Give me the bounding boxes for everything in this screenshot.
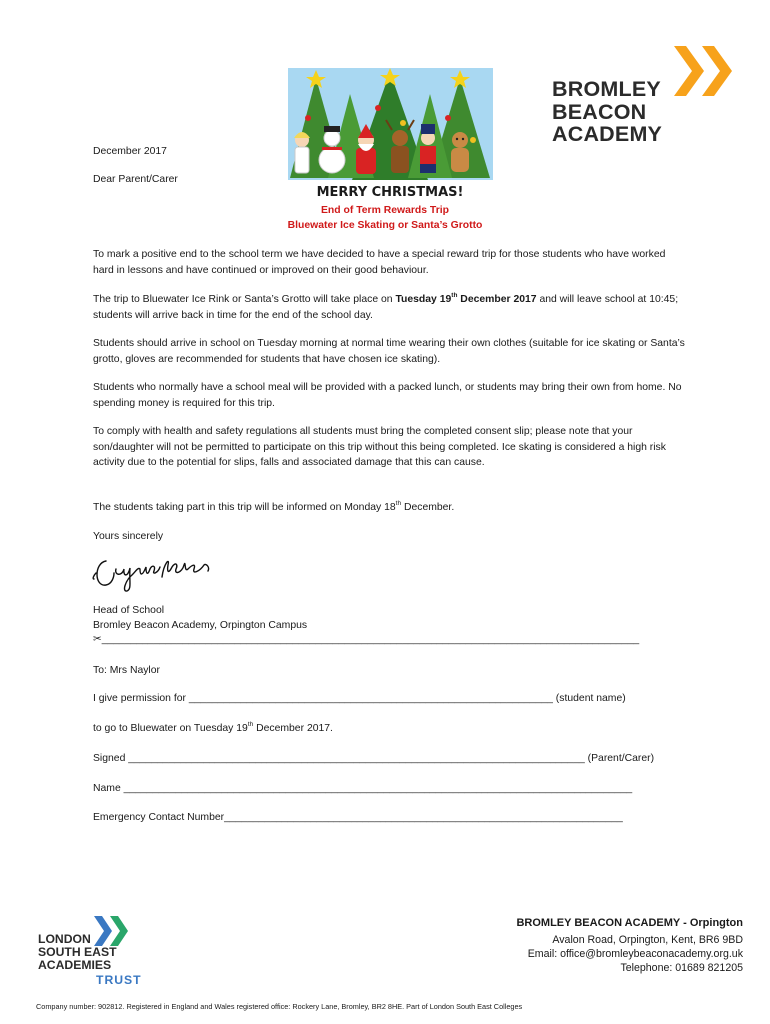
slip-name-field[interactable]: Name ________________________________________________________________________________________	[93, 783, 633, 794]
footer-school-name: BROMLEY BEACON ACADEMY - Orpington	[516, 917, 743, 929]
footer-phone: Telephone: 01689 821205	[620, 962, 743, 974]
signatory-role: Head of School	[93, 605, 165, 616]
brand-line-2: BEACON	[552, 99, 647, 124]
trust-logo-text	[38, 933, 117, 971]
paragraph-3: Students should arrive in school on Tuesday morning at normal time wearing their own clothes (suitable for ice skating or Santa’s grotto, gloves are recommended for students that have chosen ice skating).	[93, 338, 685, 365]
slip-emergency-contact-field[interactable]: Emergency Contact Number_____________________________________________________________________	[93, 812, 623, 823]
paragraph-6-text-a: The students taking part in this trip will be informed on Monday 18	[93, 502, 396, 513]
paragraph-2	[93, 292, 685, 323]
paragraph-5: To comply with health and safety regulations all students must bring the completed consent slip; please note that your son/daughter will not be permitted to participate on this trip without this being completed. Ice skating is considered a high risk activity due to the potential for slips, falls and associated damage that this can cause.	[93, 426, 666, 469]
paragraph-6	[93, 500, 685, 516]
trust-line-3: ACADEMIES	[38, 957, 112, 972]
paragraph-6-text-b: December.	[401, 502, 455, 513]
paragraph-4: Students who normally have a school meal will be provided with a packed lunch, or students may bring their own from home. No spending money is required for this trip.	[93, 382, 682, 409]
brand-line-3: ACADEMY	[552, 122, 663, 146]
company-registration-line: Company number: 902812. Registered in England and Wales registered office: Rockery Lane, Bromley, BR2 8HE. Part of London South East Colleges	[36, 1002, 523, 1011]
footer-address: Avalon Road, Orpington, Kent, BR6 9BD	[552, 934, 743, 946]
slip-trip-date	[93, 721, 685, 737]
paragraph-2-text-a: The trip to Bluewater Ice Rink or Santa’s Grotto will take place on	[93, 294, 396, 305]
paragraph-1: To mark a positive end to the school term we have decided to have a special reward trip for those students who have worked hard in lessons and have continued or improved on their good behaviour.	[93, 249, 666, 276]
merry-christmas-text: MERRY CHRISTMAS!	[316, 185, 464, 200]
trust-line-2: SOUTH EAST	[38, 944, 117, 959]
letter-date: December 2017	[93, 146, 167, 157]
slip-signed-field[interactable]: Signed _______________________________________________________________________________ (Parent/Carer)	[93, 753, 655, 764]
slip-recipient: To: Mrs Naylor	[93, 665, 160, 676]
slip-trip-date-suffix: th	[247, 721, 254, 728]
trip-date-bold	[395, 294, 536, 305]
scissors-cut-line: ✂_____________________________________________________________________________________________	[93, 634, 640, 645]
footer-email[interactable]: Email: office@bromleybeaconacademy.org.uk	[527, 948, 743, 960]
trust-line-1: LONDON	[38, 932, 91, 946]
trip-title: End of Term Rewards Trip	[321, 205, 449, 216]
handwritten-signature	[92, 553, 217, 593]
paragraph-2-text-b: and will leave school at 10:45; students will arrive back in time for the end of the school day.	[93, 294, 679, 321]
academy-logo-text	[552, 78, 662, 146]
signatory-organisation: Bromley Beacon Academy, Orpington Campus	[93, 620, 308, 631]
slip-permission-field[interactable]: I give permission for _______________________________________________________________ (student name)	[93, 693, 626, 704]
trip-date-day: Tuesday 19	[395, 294, 452, 305]
letter-salutation: Dear Parent/Carer	[93, 174, 178, 185]
slip-trip-date-b: December 2017.	[253, 723, 333, 734]
slip-trip-date-a: to go to Bluewater on Tuesday 19	[93, 723, 248, 734]
trip-date-month: December 2017	[457, 294, 537, 305]
trust-word: TRUST	[96, 973, 142, 987]
academy-logo-chevrons	[674, 42, 748, 100]
brand-line-1: BROMLEY	[552, 77, 661, 101]
trip-date-suffix: th	[451, 292, 458, 299]
paragraph-6-suffix: th	[395, 500, 402, 507]
letter-closing: Yours sincerely	[93, 531, 164, 542]
trip-subtitle: Bluewater Ice Skating or Santa’s Grotto	[287, 220, 483, 231]
